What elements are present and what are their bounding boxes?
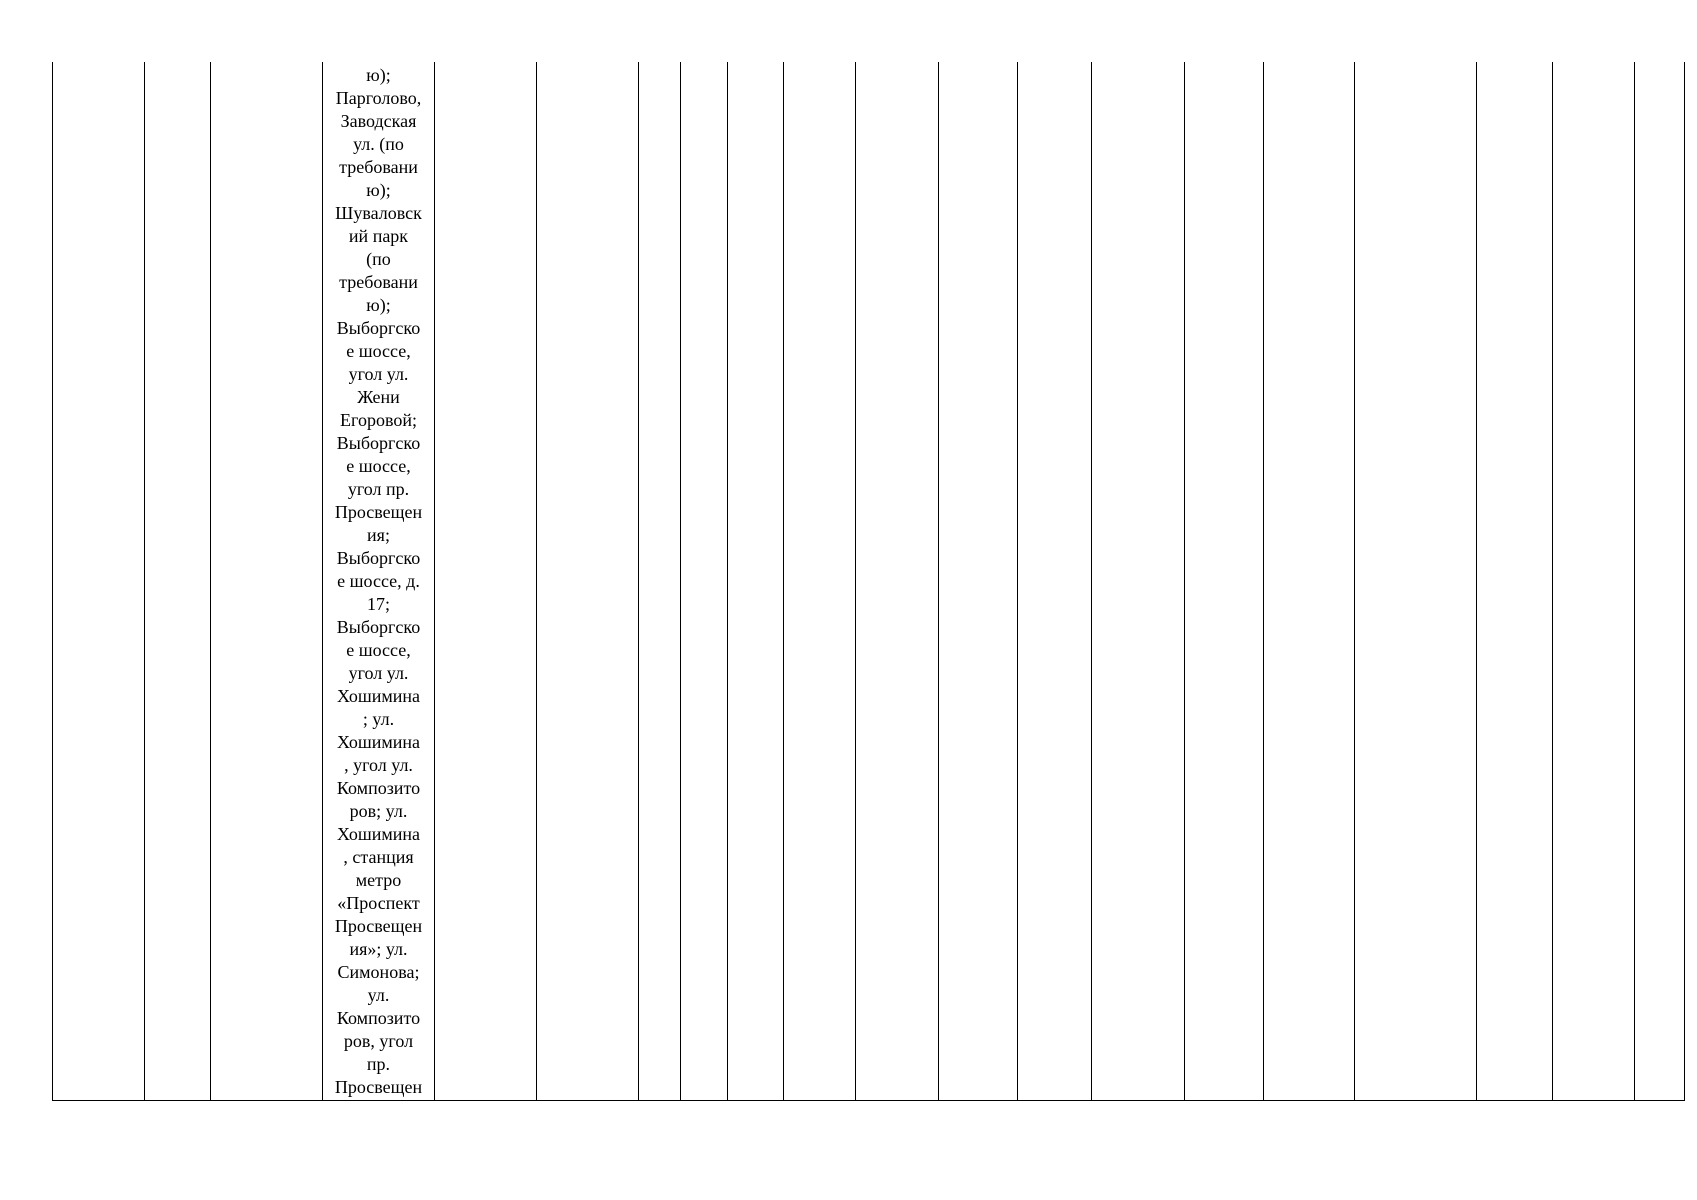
table-cell-10 [784,62,856,1101]
stops-text-line: ; ул. [362,709,395,729]
stops-text-line: Выборгско [336,318,421,338]
stops-text-line: «Проспект [337,893,420,913]
stops-text-line: ия»; ул. [349,939,408,959]
table-cell-3 [211,62,323,1101]
table-cell-18 [1477,62,1553,1101]
stops-text-line: Хошимина [336,686,420,706]
stops-text-line: Заводская [340,111,417,131]
route-table [52,62,1685,1101]
stops-text-line: , станция [343,847,414,867]
stops-text-line: угол ул. [348,364,409,384]
table-cell-14 [1092,62,1185,1101]
table-cell-15 [1185,62,1264,1101]
stops-text-line: Композито [336,1008,421,1028]
stops-text-line: ю); [366,180,391,200]
stops-text-line: ю); [366,65,391,85]
table-cell-6 [537,62,639,1101]
stops-text-line: е шоссе, д. [337,571,420,591]
stops-text-line: Шуваловск [335,203,422,223]
stops-text-line: Выборгско [336,433,421,453]
table-cell-5 [435,62,537,1101]
stops-text-line: ров, угол [343,1031,414,1051]
table-cell-route-number [53,62,145,1101]
stops-text-line: Симонова; [337,962,420,982]
table-wrapper [52,62,1685,1101]
stops-text-line: Просвещен [334,916,423,936]
table-cell-9 [728,62,784,1101]
stops-text-line: е шоссе, [346,341,411,361]
stops-text-line: Егоровой; [340,410,417,430]
stops-text-line: Композито [336,778,421,798]
stops-text-line: пр. [366,1054,391,1074]
stops-text-line: Просвещен [334,1077,423,1097]
table-cell-20 [1635,62,1685,1101]
stops-text-line: Хошимина [336,732,420,752]
stops-text-line: метро [355,870,402,890]
table-cell-7 [639,62,681,1101]
stops-text-line: ул. (по [353,134,404,154]
stops-text-line: Выборгско [336,617,421,637]
stops-text-line: требовани [339,157,418,177]
stops-text-line: ров; ул. [349,801,408,821]
table-cell-8 [681,62,728,1101]
table-cell-12 [939,62,1018,1101]
table-cell-19 [1553,62,1635,1101]
table-cell-stops [323,62,435,1101]
stops-text-line: Хошимина [336,824,420,844]
stops-text-line: Парголово, [335,88,422,108]
stops-text-line: (по [366,249,391,269]
stops-text-line: е шоссе, [346,456,411,476]
table-cell-13 [1018,62,1092,1101]
table-row [53,62,1685,1101]
stops-text-line: Просвещен [334,502,423,522]
stops-text-line: ул. [367,985,390,1005]
table-cell-11 [856,62,939,1101]
stops-text-line: угол пр. [347,479,410,499]
table-cell-2 [145,62,211,1101]
stops-text-line: ия; [367,525,390,545]
stops-text-line: , угол ул. [344,755,413,775]
stops-text-line: угол ул. [348,663,409,683]
stops-text-line: е шоссе, [346,640,411,660]
stops-text-line: 17; [366,594,390,614]
stops-list [323,62,434,1099]
table-cell-16 [1264,62,1355,1101]
table-cell-17 [1355,62,1477,1101]
stops-text-line: Жени [357,387,400,407]
stops-text-line: ий парк [348,226,409,246]
stops-text-line: Выборгско [336,548,421,568]
stops-text-line: требовани [339,272,418,292]
stops-text-line: ю); [366,295,391,315]
